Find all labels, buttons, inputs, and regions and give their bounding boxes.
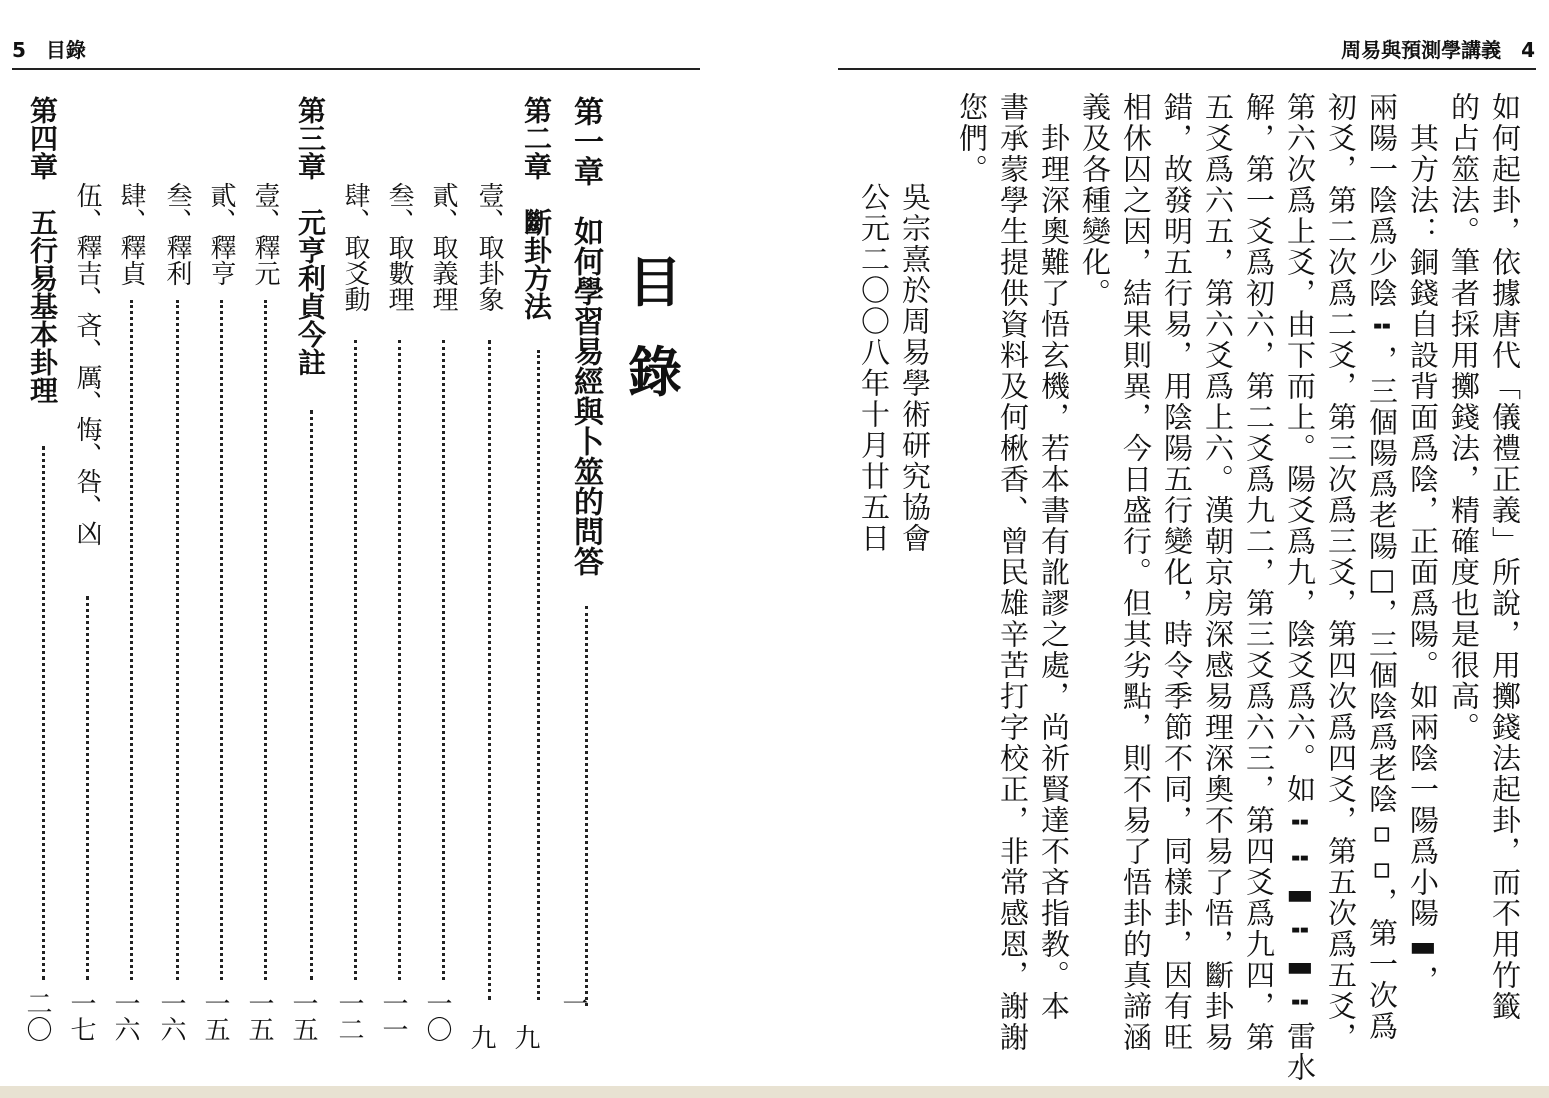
toc-page-number: 一五 [200, 990, 230, 1042]
toc-page-number: 一〇 [422, 990, 452, 1042]
toc-page-number: 九 [510, 1024, 540, 1050]
toc-entry-chapter-1: 第一章 如何學習易經與卜筮的問答 [568, 96, 603, 576]
toc-heading-char-2: 錄 [628, 341, 682, 404]
toc-entry-section: 貳、釋亨 [206, 182, 236, 286]
body-text-column: 相休囚之因，結果則異，今日盛行。但其劣點，則不易了悟卦的真諦涵 [1119, 92, 1153, 1053]
toc-page-number: 一五 [244, 990, 274, 1042]
toc-page-number: 一 [558, 990, 588, 1016]
date-line: 公元二〇〇八年十月廿五日 [857, 120, 891, 554]
body-text-column: 初爻，第二次爲二爻，第三次爲三爻，第四次爲四爻，第五次爲五爻， [1324, 92, 1358, 1053]
toc-page-number: 一六 [156, 990, 186, 1042]
toc-page-number: 九 [466, 1024, 496, 1050]
toc-leader-dots [42, 446, 45, 980]
toc-entry-section: 叁、釋利 [162, 182, 192, 286]
toc-leader-dots [488, 340, 491, 1000]
toc-entry-section: 貳、取義理 [428, 182, 458, 312]
left-header-rule [12, 68, 700, 70]
body-text-column: 書承蒙學生提供資料及何楸香、曾民雄辛苦打字校正，非常感恩，謝謝 [996, 92, 1030, 1053]
toc-entry-chapter-3: 第三章 元亨利貞今註 [294, 96, 327, 376]
body-text-column: 兩陽一陰爲少陰╍，三個陽爲老陽□，三個陰爲老陰▫▫，第一次爲 [1365, 92, 1399, 1042]
toc-entry-section: 伍、釋吉、吝、厲、悔、咎、凶 [72, 182, 102, 546]
toc-heading-char-1: 目 [628, 251, 682, 314]
toc-leader-dots [86, 596, 89, 980]
toc-entry-section: 叁、取數理 [384, 182, 414, 312]
toc-entry-chapter-4: 第四章 五行易基本卦理 [26, 96, 59, 404]
body-text-column: 其方法：銅錢自設背面爲陰，正面爲陽。如兩陰一陽爲小陽▬， [1406, 92, 1440, 996]
toc-leader-dots [398, 340, 401, 980]
toc-page-number: 一二 [334, 990, 364, 1042]
toc-leader-dots [354, 340, 357, 980]
body-text-column: 第六次爲上爻，由下而上。陽爻爲九，陰爻爲六。如╍╍▬╍▬╍雷水 [1283, 92, 1317, 1083]
toc-leader-dots [537, 350, 540, 1000]
toc-page-number: 一六 [110, 990, 140, 1042]
toc-leader-dots [310, 410, 313, 980]
toc-leader-dots [130, 300, 133, 980]
toc-entry-section: 肆、取爻動 [340, 182, 370, 312]
toc-page-number: 一七 [66, 990, 96, 1042]
left-page-header: 5 目錄 [12, 38, 86, 62]
body-text-column: 錯，故發明五行易，用陰陽五行變化，時令季節不同，同樣卦，因有旺 [1160, 92, 1194, 1053]
author-signature: 吳宗熹於周易學術研究協會 [898, 120, 932, 554]
right-page-header: 周易與預測學講義 4 [1341, 38, 1535, 62]
body-text-column: 的占筮法。筆者採用擲錢法，精確度也是很高。 [1447, 92, 1481, 743]
toc-entry-section: 壹、釋元 [250, 182, 280, 286]
toc-leader-dots [176, 300, 179, 980]
body-text-column: 您們。 [955, 92, 989, 185]
toc-leader-dots [220, 300, 223, 980]
body-text-column: 卦理深奧難了悟玄機，若本書有訛謬之處，尚祈賢達不吝指教。本 [1037, 92, 1071, 1022]
toc-leader-dots [585, 606, 588, 1006]
right-header-rule [838, 68, 1536, 70]
body-text-column: 如何起卦，依據唐代「儀禮正義」所說，用擲錢法起卦，而不用竹籤 [1488, 92, 1522, 1022]
body-text-column: 解，第一爻爲初六，第二爻爲九二，第三爻爲六三，第四爻爲九四，第 [1242, 92, 1276, 1053]
body-text-column: 義及各種變化。 [1078, 92, 1112, 309]
toc-page-number: 一五 [288, 990, 318, 1042]
page-bottom-edge [0, 1086, 1549, 1098]
toc-page-number: 二〇 [22, 990, 52, 1042]
toc-leader-dots [442, 340, 445, 980]
toc-entry-section: 壹、取卦象 [474, 182, 504, 312]
toc-page-number: 一一 [378, 990, 408, 1042]
toc-leader-dots [264, 300, 267, 980]
body-text-column: 五爻爲六五，第六爻爲上六。漢朝京房深感易理深奧不易了悟，斷卦易 [1201, 92, 1235, 1053]
toc-entry-section: 肆、釋貞 [116, 182, 146, 286]
toc-entry-chapter-2: 第二章 斷卦方法 [520, 96, 553, 320]
